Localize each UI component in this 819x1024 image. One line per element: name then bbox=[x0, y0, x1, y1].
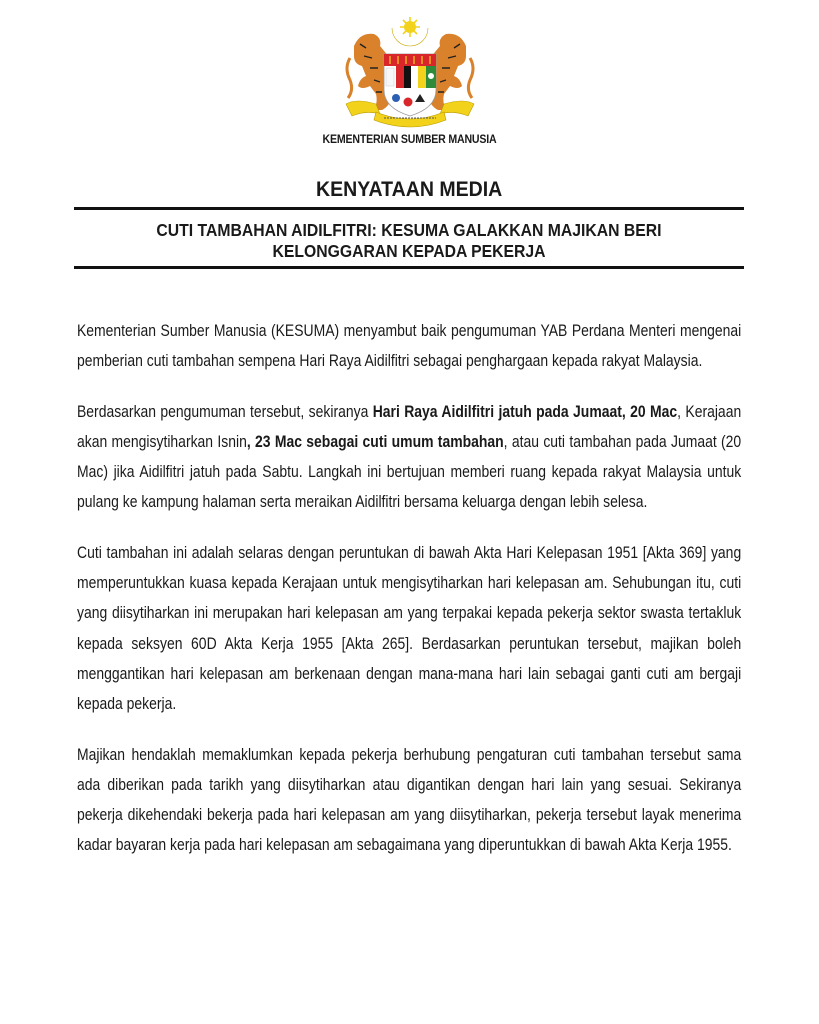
shield-icon bbox=[384, 54, 436, 116]
paragraph-1 bbox=[77, 316, 741, 377]
divider-bottom bbox=[74, 266, 744, 269]
paragraph-2 bbox=[77, 397, 741, 518]
divider-top bbox=[74, 207, 744, 210]
ministry-name-text: KEMENTERIAN SUMBER MANUSIA bbox=[322, 134, 497, 146]
star-icon bbox=[400, 17, 420, 37]
body-text bbox=[77, 316, 741, 881]
ministry-name bbox=[0, 134, 819, 146]
bold-text-run: , 23 Mac sebagai cuti umum tambahan bbox=[246, 431, 504, 451]
text-run: Kementerian Sumber Manusia (KESUMA) menyambut baik pengumuman YAB Perdana Menteri mengenai pemberian cuti tambahan sempena Hari Raya Aidilfitri sebagai penghargaan kepada rakyat Malaysia. bbox=[77, 321, 742, 371]
text-run: , atau cuti tambahan pada Jumaat (20 Mac) jika Aidilfitri jatuh pada Sabtu. Langkah ini bertujuan memberi ruang kepada rakyat Malaysia untuk pulang ke kampung halaman serta meraikan Aidilfitri bersama keluarga dengan lebih selesa. bbox=[77, 431, 742, 512]
text-run: Majikan hendaklah memaklumkan kepada pekerja berhubung pengaturan cuti tambahan tersebut sama ada diberikan pada tarikh yang diisytiharkan atau digantikan dengan hari lain yang sesuai. Sekiranya pekerja dikehendaki bekerja pada hari kelepasan am yang diisytiharkan, pekerja tersebut layak menerima kadar bayaran kerja pada hari kelepasan am sebagaimana yang diperuntukkan di bawah Akta Kerja 1955. bbox=[77, 744, 742, 855]
text-run: , Kerajaan akan mengisytiharkan Isnin bbox=[77, 401, 742, 451]
paragraph-3 bbox=[77, 538, 741, 720]
coat-of-arms-logo bbox=[340, 14, 480, 132]
headline bbox=[74, 220, 744, 262]
bold-text-run: Hari Raya Aidilfitri jatuh pada Jumaat, 20 Mac bbox=[372, 401, 678, 421]
document-type-title bbox=[0, 178, 819, 202]
text-run: Cuti tambahan ini adalah selaras dengan peruntukan di bawah Akta Hari Kelepasan 1951 [Akta 369] yang memperuntukkan kuasa kepada Kerajaan untuk mengisytiharkan hari kelepasan am. Sehubungan itu, cuti yang diisytiharkan ini merupakan hari kelepasan am yang terpakai kepada pekerja sektor swasta tertakluk kepada seksyen 60D Akta Kerja 1955 [Akta 265]. Berdasarkan peruntukan tersebut, majikan boleh menggantikan hari kelepasan am berkenaan dengan mana-mana hari lain sebagai ganti cuti am bergaji kepada pekerja. bbox=[77, 542, 742, 714]
headline-line-2: KELONGGARAN KEPADA PEKERJA bbox=[272, 241, 546, 261]
document-type-title-text: KENYATAAN MEDIA bbox=[316, 178, 503, 201]
text-run: Berdasarkan pengumuman tersebut, sekiranya bbox=[77, 401, 373, 421]
headline-line-1: CUTI TAMBAHAN AIDILFITRI: KESUMA GALAKKAN MAJIKAN BERI bbox=[156, 220, 662, 240]
paragraph-4 bbox=[77, 740, 741, 861]
